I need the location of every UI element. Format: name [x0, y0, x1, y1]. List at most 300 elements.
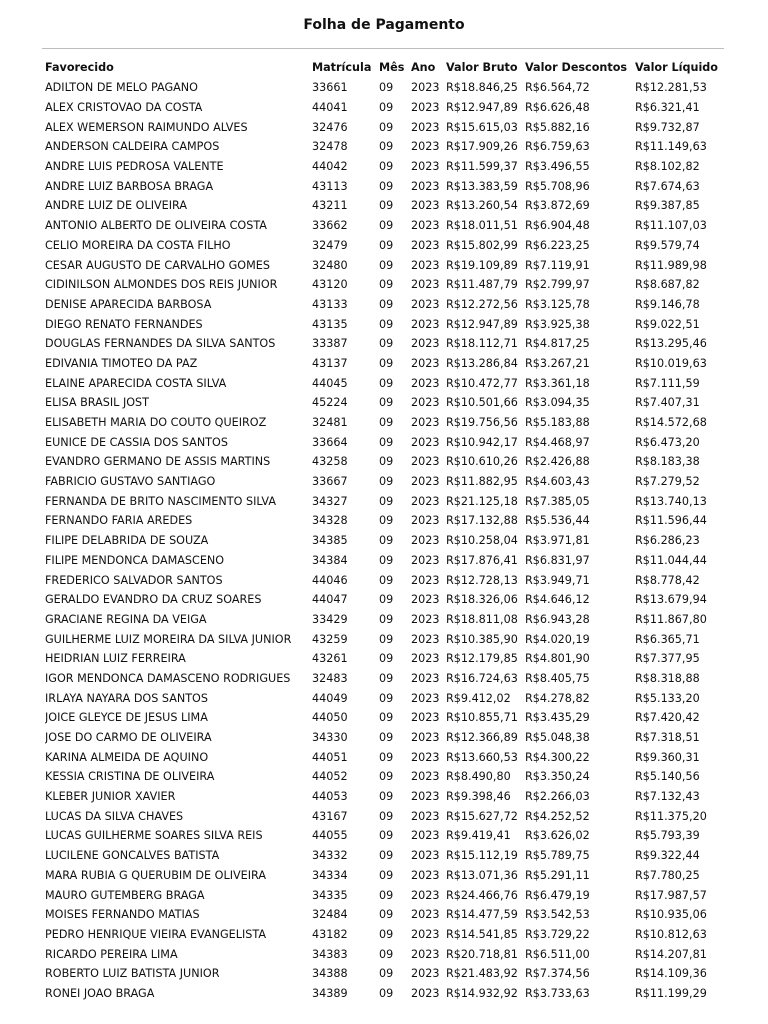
matricula-cell: 43133 — [312, 297, 348, 311]
table-row — [0, 393, 768, 413]
valor-descontos-cell: R$3.125,78 — [525, 297, 590, 311]
valor-descontos-cell: R$4.278,82 — [525, 691, 590, 705]
valor-bruto-cell: R$14.932,92 — [446, 986, 518, 1000]
mes-cell: 09 — [379, 888, 394, 902]
valor-liquido-cell: R$7.420,42 — [635, 711, 700, 725]
table-row — [0, 747, 768, 767]
table-row — [0, 176, 768, 196]
ano-cell: 2023 — [411, 790, 440, 804]
matricula-cell: 33662 — [312, 219, 348, 233]
ano-cell: 2023 — [411, 376, 440, 390]
valor-bruto-cell: R$19.109,89 — [446, 258, 518, 272]
mes-cell: 09 — [379, 770, 394, 784]
favorecido-cell: MAURO GUTEMBERG BRAGA — [45, 888, 205, 902]
spacer-cell — [0, 806, 45, 826]
favorecido-cell: GUILHERME LUIZ MOREIRA DA SILVA JUNIOR — [45, 632, 292, 646]
ano-cell: 2023 — [411, 986, 440, 1000]
valor-descontos-cell: R$3.729,22 — [525, 927, 590, 941]
spacer-cell — [0, 649, 45, 669]
valor-descontos-cell: R$4.646,12 — [525, 593, 590, 607]
favorecido-cell: DENISE APARECIDA BARBOSA — [45, 297, 212, 311]
mes-cell: 09 — [379, 199, 394, 213]
favorecido-cell: RONEI JOAO BRAGA — [45, 986, 155, 1000]
table-row — [0, 669, 768, 689]
spacer-cell — [0, 964, 45, 984]
mes-cell: 09 — [379, 790, 394, 804]
favorecido-cell: DOUGLAS FERNANDES DA SILVA SANTOS — [45, 337, 276, 351]
spacer-cell — [0, 728, 45, 748]
valor-bruto-cell: R$10.855,71 — [446, 711, 518, 725]
table-row — [0, 334, 768, 354]
mes-cell: 09 — [379, 829, 394, 843]
mes-cell: 09 — [379, 967, 394, 981]
matricula-cell: 44047 — [312, 593, 348, 607]
valor-liquido-cell: R$11.867,80 — [635, 612, 707, 626]
valor-descontos-cell: R$2.266,03 — [525, 790, 590, 804]
ano-cell: 2023 — [411, 888, 440, 902]
table-row — [0, 511, 768, 531]
valor-descontos-cell: R$3.971,81 — [525, 534, 590, 548]
valor-descontos-cell: R$8.405,75 — [525, 671, 590, 685]
mes-cell: 09 — [379, 396, 394, 410]
valor-liquido-cell: R$11.149,63 — [635, 140, 707, 154]
matricula-cell: 33387 — [312, 337, 348, 351]
ano-cell: 2023 — [411, 475, 440, 489]
favorecido-cell: ANDERSON CALDEIRA CAMPOS — [45, 140, 220, 154]
favorecido-cell: ELAINE APARECIDA COSTA SILVA — [45, 376, 227, 390]
ano-cell: 2023 — [411, 494, 440, 508]
table-row — [0, 275, 768, 295]
valor-bruto-cell: R$12.947,89 — [446, 101, 518, 115]
valor-descontos-cell: R$6.626,48 — [525, 101, 590, 115]
valor-bruto-cell: R$11.487,79 — [446, 278, 518, 292]
mes-cell: 09 — [379, 947, 394, 961]
ano-cell: 2023 — [411, 356, 440, 370]
table-row — [0, 157, 768, 177]
valor-descontos-cell: R$3.733,63 — [525, 986, 590, 1000]
favorecido-cell: IRLAYA NAYARA DOS SANTOS — [45, 691, 208, 705]
valor-liquido-cell: R$11.107,03 — [635, 219, 707, 233]
ano-cell: 2023 — [411, 731, 440, 745]
valor-liquido-cell: R$6.321,41 — [635, 101, 700, 115]
valor-descontos-cell: R$6.511,00 — [525, 947, 590, 961]
ano-cell: 2023 — [411, 612, 440, 626]
valor-liquido-cell: R$11.596,44 — [635, 514, 707, 528]
matricula-cell: 43261 — [312, 652, 348, 666]
valor-descontos-cell: R$5.882,16 — [525, 120, 590, 134]
valor-descontos-cell: R$6.943,28 — [525, 612, 590, 626]
mes-cell: 09 — [379, 356, 394, 370]
favorecido-cell: IGOR MENDONCA DAMASCENO RODRIGUES — [45, 671, 291, 685]
favorecido-cell: MOISES FERNANDO MATIAS — [45, 908, 200, 922]
favorecido-cell: GERALDO EVANDRO DA CRUZ SOARES — [45, 593, 262, 607]
spacer-cell — [0, 708, 45, 728]
spacer-cell — [0, 157, 45, 177]
table-row — [0, 472, 768, 492]
table-row — [0, 314, 768, 334]
mes-cell: 09 — [379, 455, 394, 469]
table-row — [0, 255, 768, 275]
valor-bruto-cell: R$18.846,25 — [446, 81, 518, 95]
valor-bruto-cell: R$16.724,63 — [446, 671, 518, 685]
valor-bruto-cell: R$10.942,17 — [446, 435, 518, 449]
matricula-cell: 44052 — [312, 770, 348, 784]
valor-descontos-cell: R$6.564,72 — [525, 81, 590, 95]
favorecido-cell: PEDRO HENRIQUE VIEIRA EVANGELISTA — [45, 927, 266, 941]
table-row — [0, 137, 768, 157]
mes-cell: 09 — [379, 573, 394, 587]
valor-liquido-cell: R$8.183,38 — [635, 455, 700, 469]
valor-liquido-cell: R$11.989,98 — [635, 258, 707, 272]
table-row — [0, 610, 768, 630]
favorecido-cell: EDIVANIA TIMOTEO DA PAZ — [45, 356, 198, 370]
spacer-cell — [0, 610, 45, 630]
valor-descontos-cell: R$5.183,88 — [525, 416, 590, 430]
valor-liquido-cell: R$9.579,74 — [635, 238, 700, 252]
valor-bruto-cell: R$17.876,41 — [446, 553, 518, 567]
spacer-cell — [0, 590, 45, 610]
valor-bruto-cell: R$17.909,26 — [446, 140, 518, 154]
ano-cell: 2023 — [411, 396, 440, 410]
table-row — [0, 452, 768, 472]
ano-cell: 2023 — [411, 947, 440, 961]
valor-liquido-cell: R$13.295,46 — [635, 337, 707, 351]
favorecido-cell: KLEBER JUNIOR XAVIER — [45, 790, 176, 804]
matricula-cell: 32478 — [312, 140, 348, 154]
valor-descontos-cell: R$2.799,97 — [525, 278, 590, 292]
valor-bruto-cell: R$14.541,85 — [446, 927, 518, 941]
favorecido-cell: LUCILENE GONCALVES BATISTA — [45, 849, 220, 863]
header-valor-liquido: Valor Líquido — [635, 61, 718, 74]
mes-cell: 09 — [379, 219, 394, 233]
matricula-cell: 43182 — [312, 927, 348, 941]
table-row — [0, 649, 768, 669]
spacer-cell — [0, 432, 45, 452]
table-row — [0, 354, 768, 374]
valor-descontos-cell: R$6.479,19 — [525, 888, 590, 902]
table-row — [0, 78, 768, 98]
favorecido-cell: JOICE GLEYCE DE JESUS LIMA — [45, 711, 208, 725]
ano-cell: 2023 — [411, 868, 440, 882]
valor-liquido-cell: R$5.793,39 — [635, 829, 700, 843]
mes-cell: 09 — [379, 809, 394, 823]
favorecido-cell: ANDRE LUIS PEDROSA VALENTE — [45, 160, 224, 174]
ano-cell: 2023 — [411, 750, 440, 764]
matricula-cell: 44051 — [312, 750, 348, 764]
favorecido-cell: FABRICIO GUSTAVO SANTIAGO — [45, 475, 216, 489]
favorecido-cell: FILIPE MENDONCA DAMASCENO — [45, 553, 225, 567]
valor-descontos-cell: R$6.223,25 — [525, 238, 590, 252]
valor-bruto-cell: R$13.260,54 — [446, 199, 518, 213]
header-matricula: Matrícula — [312, 61, 372, 74]
valor-bruto-cell: R$8.490,80 — [446, 770, 511, 784]
favorecido-cell: KESSIA CRISTINA DE OLIVEIRA — [45, 770, 215, 784]
valor-bruto-cell: R$14.477,59 — [446, 908, 518, 922]
valor-bruto-cell: R$12.179,85 — [446, 652, 518, 666]
valor-bruto-cell: R$20.718,81 — [446, 947, 518, 961]
spacer-cell — [0, 334, 45, 354]
spacer-cell — [0, 176, 45, 196]
valor-bruto-cell: R$15.615,03 — [446, 120, 518, 134]
mes-cell: 09 — [379, 711, 394, 725]
ano-cell: 2023 — [411, 416, 440, 430]
mes-cell: 09 — [379, 986, 394, 1000]
valor-liquido-cell: R$9.360,31 — [635, 750, 700, 764]
ano-cell: 2023 — [411, 711, 440, 725]
valor-descontos-cell: R$4.817,25 — [525, 337, 590, 351]
table-row — [0, 98, 768, 118]
valor-liquido-cell: R$7.780,25 — [635, 868, 700, 882]
spacer-cell — [0, 98, 45, 118]
favorecido-cell: FILIPE DELABRIDA DE SOUZA — [45, 534, 209, 548]
table-row — [0, 984, 768, 1004]
ano-cell: 2023 — [411, 258, 440, 272]
valor-liquido-cell: R$17.987,57 — [635, 888, 707, 902]
favorecido-cell: ANTONIO ALBERTO DE OLIVEIRA COSTA — [45, 219, 267, 233]
matricula-cell: 43259 — [312, 632, 348, 646]
valor-liquido-cell: R$5.140,56 — [635, 770, 700, 784]
valor-descontos-cell: R$7.385,05 — [525, 494, 590, 508]
matricula-cell: 33664 — [312, 435, 348, 449]
table-row — [0, 413, 768, 433]
table-row — [0, 629, 768, 649]
spacer-cell — [0, 944, 45, 964]
favorecido-cell: ELISA BRASIL JOST — [45, 396, 149, 410]
header-mes: Mês — [379, 61, 405, 74]
matricula-cell: 43135 — [312, 317, 348, 331]
favorecido-cell: MARA RUBIA G QUERUBIM DE OLIVEIRA — [45, 868, 266, 882]
valor-descontos-cell: R$7.119,91 — [525, 258, 590, 272]
valor-liquido-cell: R$9.146,78 — [635, 297, 700, 311]
favorecido-cell: JOSE DO CARMO DE OLIVEIRA — [45, 731, 212, 745]
payroll-table — [0, 57, 768, 1003]
spacer-cell — [0, 57, 45, 78]
mes-cell: 09 — [379, 179, 394, 193]
table-row — [0, 866, 768, 886]
valor-bruto-cell: R$15.112,19 — [446, 849, 518, 863]
matricula-cell: 33429 — [312, 612, 348, 626]
matricula-cell: 45224 — [312, 396, 348, 410]
spacer-cell — [0, 866, 45, 886]
valor-bruto-cell: R$9.412,02 — [446, 691, 511, 705]
favorecido-cell: LUCAS DA SILVA CHAVES — [45, 809, 184, 823]
page-title: Folha de Pagamento — [303, 17, 465, 33]
valor-descontos-cell: R$7.374,56 — [525, 967, 590, 981]
ano-cell: 2023 — [411, 317, 440, 331]
valor-descontos-cell: R$3.267,21 — [525, 356, 590, 370]
favorecido-cell: CELIO MOREIRA DA COSTA FILHO — [45, 238, 231, 252]
mes-cell: 09 — [379, 849, 394, 863]
valor-descontos-cell: R$3.094,35 — [525, 396, 590, 410]
matricula-cell: 34330 — [312, 731, 348, 745]
spacer-cell — [0, 491, 45, 511]
favorecido-cell: CIDINILSON ALMONDES DOS REIS JUNIOR — [45, 278, 278, 292]
ano-cell: 2023 — [411, 553, 440, 567]
matricula-cell: 34335 — [312, 888, 348, 902]
valor-liquido-cell: R$8.318,88 — [635, 671, 700, 685]
spacer-cell — [0, 117, 45, 137]
table-row — [0, 432, 768, 452]
mes-cell: 09 — [379, 416, 394, 430]
ano-cell: 2023 — [411, 101, 440, 115]
favorecido-cell: ELISABETH MARIA DO COUTO QUEIROZ — [45, 416, 267, 430]
mes-cell: 09 — [379, 908, 394, 922]
valor-liquido-cell: R$9.387,85 — [635, 199, 700, 213]
valor-bruto-cell: R$13.660,53 — [446, 750, 518, 764]
spacer-cell — [0, 78, 45, 98]
valor-liquido-cell: R$10.019,63 — [635, 356, 707, 370]
mes-cell: 09 — [379, 632, 394, 646]
favorecido-cell: FERNANDO FARIA AREDES — [45, 514, 193, 528]
matricula-cell: 32480 — [312, 258, 348, 272]
table-row — [0, 551, 768, 571]
valor-bruto-cell: R$10.385,90 — [446, 632, 518, 646]
valor-liquido-cell: R$5.133,20 — [635, 691, 700, 705]
valor-descontos-cell: R$4.252,52 — [525, 809, 590, 823]
matricula-cell: 43258 — [312, 455, 348, 469]
spacer-cell — [0, 826, 45, 846]
valor-bruto-cell: R$10.258,04 — [446, 534, 518, 548]
valor-descontos-cell: R$4.300,22 — [525, 750, 590, 764]
valor-bruto-cell: R$10.610,26 — [446, 455, 518, 469]
spacer-cell — [0, 925, 45, 945]
valor-bruto-cell: R$21.125,18 — [446, 494, 518, 508]
table-row — [0, 491, 768, 511]
spacer-cell — [0, 984, 45, 1004]
ano-cell: 2023 — [411, 908, 440, 922]
ano-cell: 2023 — [411, 573, 440, 587]
title-divider — [42, 48, 724, 49]
valor-bruto-cell: R$17.132,88 — [446, 514, 518, 528]
matricula-cell: 44041 — [312, 101, 348, 115]
table-row — [0, 905, 768, 925]
spacer-cell — [0, 885, 45, 905]
matricula-cell: 33661 — [312, 81, 348, 95]
valor-liquido-cell: R$13.679,94 — [635, 593, 707, 607]
matricula-cell: 44050 — [312, 711, 348, 725]
ano-cell: 2023 — [411, 199, 440, 213]
table-row — [0, 826, 768, 846]
valor-liquido-cell: R$8.102,82 — [635, 160, 700, 174]
valor-descontos-cell: R$3.949,71 — [525, 573, 590, 587]
valor-descontos-cell: R$6.831,97 — [525, 553, 590, 567]
mes-cell: 09 — [379, 514, 394, 528]
mes-cell: 09 — [379, 278, 394, 292]
valor-descontos-cell: R$5.789,75 — [525, 849, 590, 863]
valor-bruto-cell: R$10.501,66 — [446, 396, 518, 410]
favorecido-cell: FERNANDA DE BRITO NASCIMENTO SILVA — [45, 494, 276, 508]
table-row — [0, 787, 768, 807]
matricula-cell: 34327 — [312, 494, 348, 508]
table-row — [0, 708, 768, 728]
matricula-cell: 33667 — [312, 475, 348, 489]
valor-descontos-cell: R$4.468,97 — [525, 435, 590, 449]
table-row — [0, 295, 768, 315]
table-row — [0, 531, 768, 551]
matricula-cell: 43113 — [312, 179, 348, 193]
matricula-cell: 32484 — [312, 908, 348, 922]
spacer-cell — [0, 511, 45, 531]
valor-descontos-cell: R$6.904,48 — [525, 219, 590, 233]
valor-descontos-cell: R$3.925,38 — [525, 317, 590, 331]
favorecido-cell: CESAR AUGUSTO DE CARVALHO GOMES — [45, 258, 270, 272]
valor-liquido-cell: R$7.674,63 — [635, 179, 700, 193]
mes-cell: 09 — [379, 553, 394, 567]
ano-cell: 2023 — [411, 809, 440, 823]
mes-cell: 09 — [379, 101, 394, 115]
matricula-cell: 32476 — [312, 120, 348, 134]
ano-cell: 2023 — [411, 179, 440, 193]
header-favorecido: Favorecido — [45, 61, 114, 74]
valor-liquido-cell: R$7.111,59 — [635, 376, 700, 390]
valor-bruto-cell: R$9.419,41 — [446, 829, 511, 843]
matricula-cell: 34384 — [312, 553, 348, 567]
table-row — [0, 216, 768, 236]
matricula-cell: 44042 — [312, 160, 348, 174]
valor-descontos-cell: R$5.708,96 — [525, 179, 590, 193]
valor-liquido-cell: R$7.377,95 — [635, 652, 700, 666]
mes-cell: 09 — [379, 731, 394, 745]
favorecido-cell: EUNICE DE CASSIA DOS SANTOS — [45, 435, 228, 449]
mes-cell: 09 — [379, 750, 394, 764]
valor-liquido-cell: R$9.732,87 — [635, 120, 700, 134]
valor-bruto-cell: R$11.599,37 — [446, 160, 518, 174]
valor-liquido-cell: R$8.687,82 — [635, 278, 700, 292]
mes-cell: 09 — [379, 671, 394, 685]
valor-descontos-cell: R$2.426,88 — [525, 455, 590, 469]
spacer-cell — [0, 629, 45, 649]
favorecido-cell: LUCAS GUILHERME SOARES SILVA REIS — [45, 829, 263, 843]
matricula-cell: 34334 — [312, 868, 348, 882]
ano-cell: 2023 — [411, 219, 440, 233]
valor-descontos-cell: R$3.496,55 — [525, 160, 590, 174]
matricula-cell: 44049 — [312, 691, 348, 705]
mes-cell: 09 — [379, 435, 394, 449]
favorecido-cell: FREDERICO SALVADOR SANTOS — [45, 573, 223, 587]
valor-bruto-cell: R$24.466,76 — [446, 888, 518, 902]
valor-liquido-cell: R$6.365,71 — [635, 632, 700, 646]
matricula-cell: 43211 — [312, 199, 348, 213]
spacer-cell — [0, 472, 45, 492]
valor-liquido-cell: R$10.935,06 — [635, 908, 707, 922]
valor-bruto-cell: R$15.802,99 — [446, 238, 518, 252]
mes-cell: 09 — [379, 927, 394, 941]
mes-cell: 09 — [379, 238, 394, 252]
valor-liquido-cell: R$6.286,23 — [635, 534, 700, 548]
favorecido-cell: ALEX WEMERSON RAIMUNDO ALVES — [45, 120, 248, 134]
ano-cell: 2023 — [411, 435, 440, 449]
mes-cell: 09 — [379, 612, 394, 626]
valor-liquido-cell: R$11.199,29 — [635, 986, 707, 1000]
table-row — [0, 196, 768, 216]
ano-cell: 2023 — [411, 140, 440, 154]
mes-cell: 09 — [379, 475, 394, 489]
matricula-cell: 34389 — [312, 986, 348, 1000]
valor-bruto-cell: R$13.383,59 — [446, 179, 518, 193]
favorecido-cell: ALEX CRISTOVAO DA COSTA — [45, 101, 203, 115]
valor-liquido-cell: R$7.318,51 — [635, 731, 700, 745]
spacer-cell — [0, 373, 45, 393]
favorecido-cell: RICARDO PEREIRA LIMA — [45, 947, 178, 961]
ano-cell: 2023 — [411, 927, 440, 941]
spacer-cell — [0, 531, 45, 551]
valor-bruto-cell: R$12.272,56 — [446, 297, 518, 311]
spacer-cell — [0, 570, 45, 590]
ano-cell: 2023 — [411, 849, 440, 863]
valor-bruto-cell: R$19.756,56 — [446, 416, 518, 430]
valor-descontos-cell: R$3.435,29 — [525, 711, 590, 725]
valor-descontos-cell: R$3.542,53 — [525, 908, 590, 922]
